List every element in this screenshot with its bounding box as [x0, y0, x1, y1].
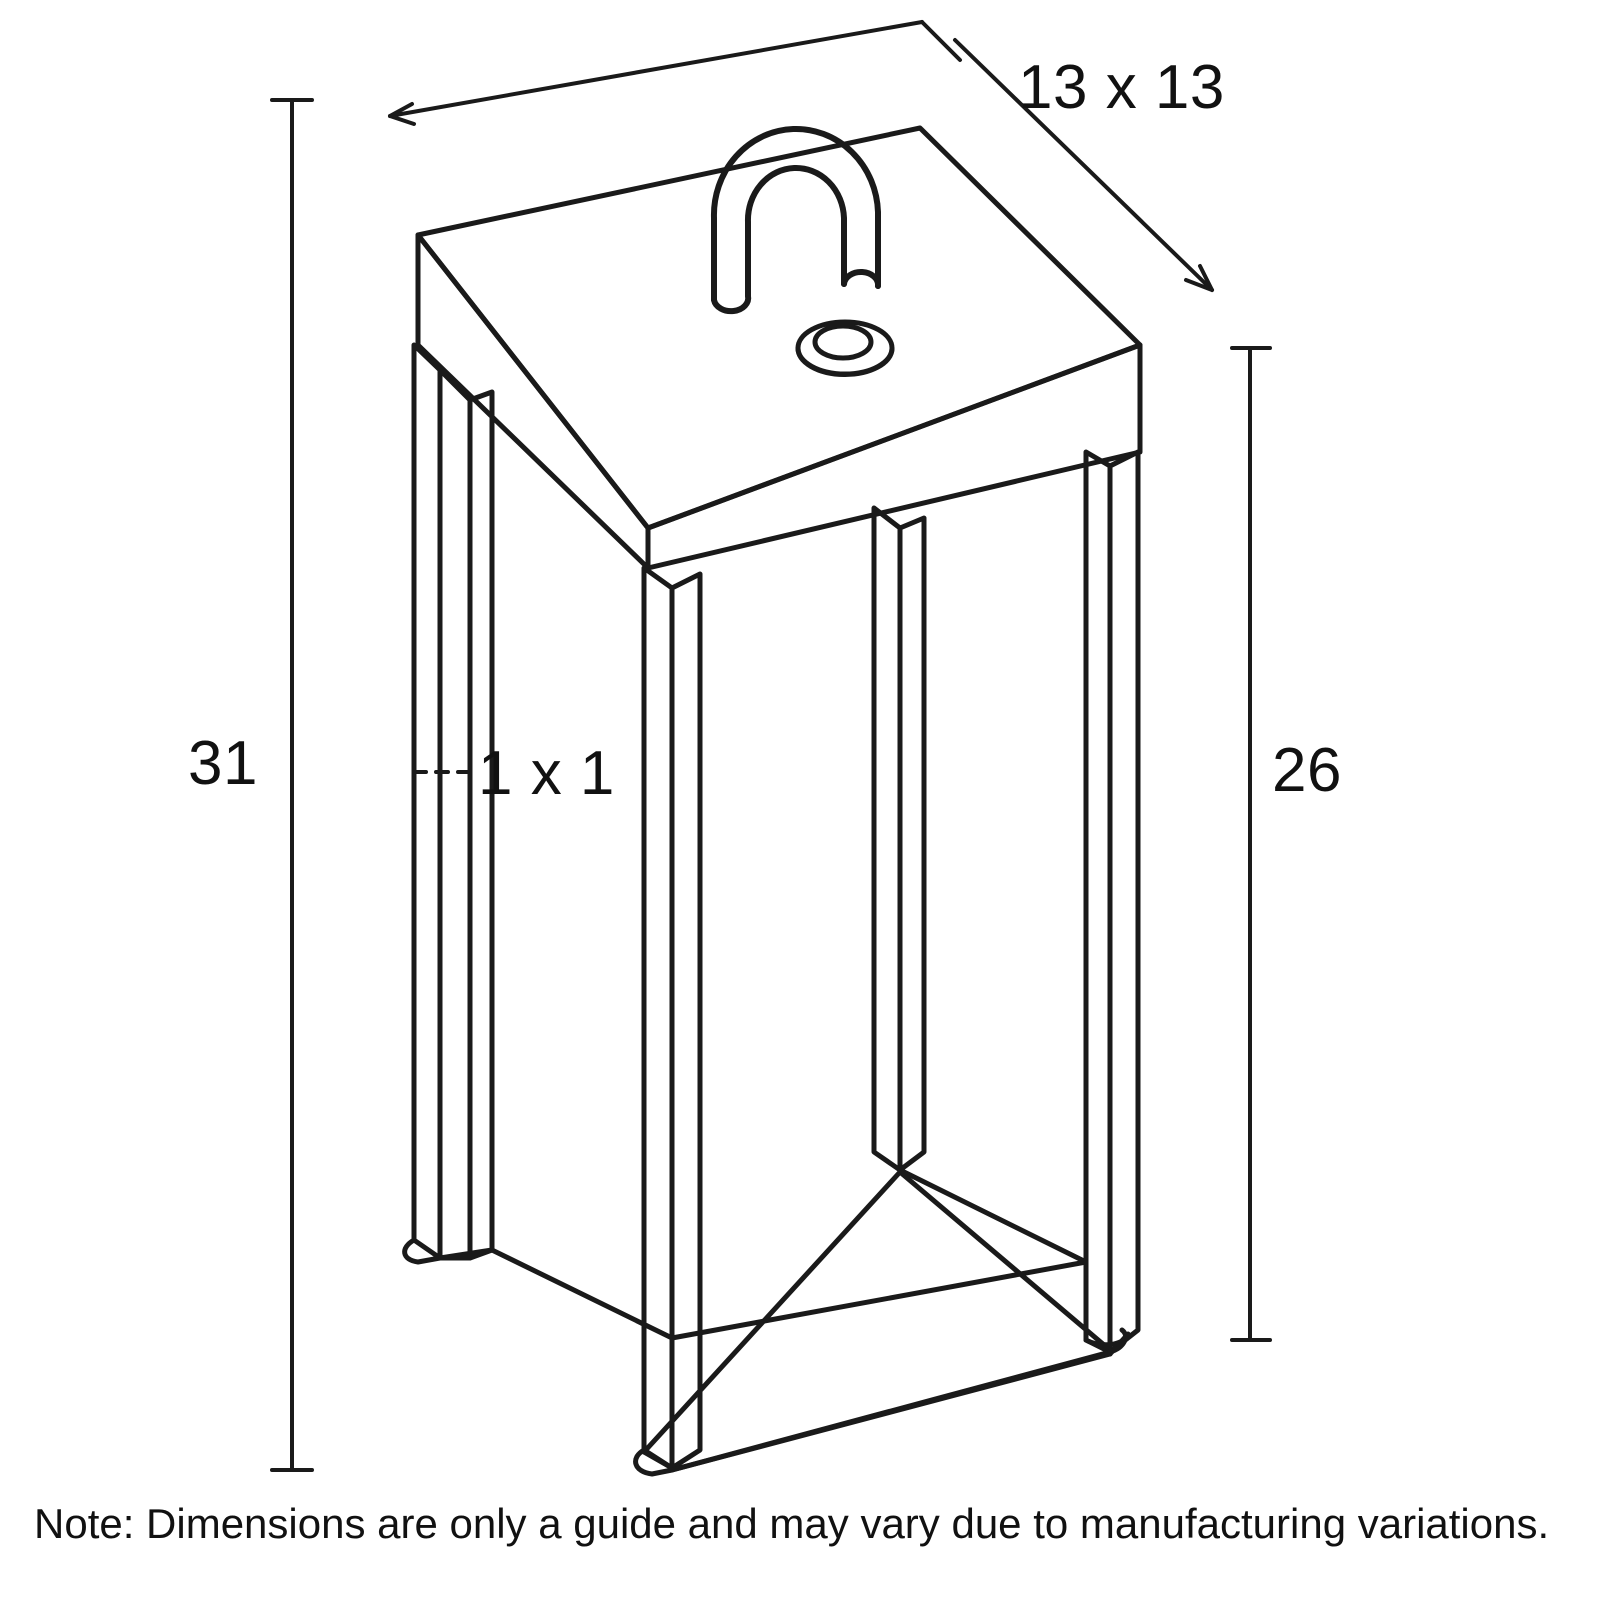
handle-right-end — [844, 272, 878, 286]
power-button-inner[interactable] — [815, 326, 871, 358]
base-front-lower — [672, 1354, 1110, 1470]
base-front-edge — [644, 1352, 1110, 1470]
post-left-outer — [414, 345, 440, 1258]
post-back-left — [874, 508, 900, 1170]
cap-right-face — [648, 345, 1140, 568]
post-left-inner — [470, 392, 492, 1258]
cap-top-face — [418, 128, 1140, 528]
handle-inner — [748, 168, 844, 296]
power-button-rim — [798, 348, 892, 374]
cap-left-face — [418, 235, 648, 568]
post-right-outer — [1110, 452, 1138, 1352]
post-right-inner — [1086, 452, 1110, 1352]
post-back-right — [900, 518, 924, 1170]
post-left-top-join — [440, 370, 470, 400]
base-top-face-helper — [644, 1170, 1110, 1468]
dimension-label-height-body: 26 — [1272, 736, 1342, 805]
floor-front-line — [672, 1262, 1086, 1338]
dimension-label-depth: 13 x 13 — [1018, 53, 1225, 122]
dimension-label-height-total: 31 — [188, 729, 258, 798]
manufacturing-note: Note: Dimensions are only a guide and may vary due to manufacturing variations. — [34, 1500, 1550, 1547]
base-top-back-edges — [644, 1172, 1110, 1452]
lantern-geometry — [272, 22, 1270, 1474]
dimension-label-profile: 1 x 1 — [478, 739, 615, 808]
dimension-line-height-body — [1232, 348, 1270, 1340]
dimension-line-height-total — [272, 100, 312, 1470]
handle-left-end — [714, 296, 748, 311]
